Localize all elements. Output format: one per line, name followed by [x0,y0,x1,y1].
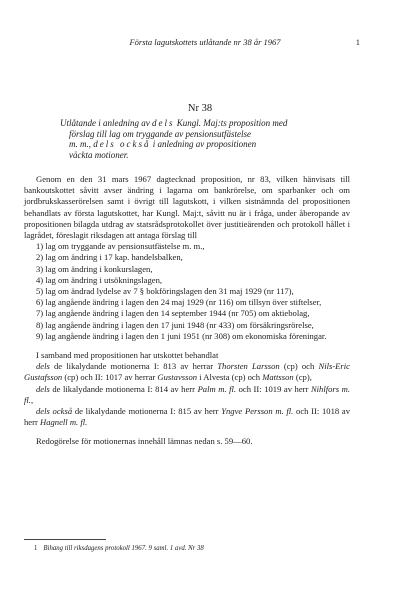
list-item: 5) lag om ändrad lydelse av 7 § bokföringslagen den 31 maj 1929 (nr 117), [36,286,294,297]
paragraph-motions-lead: I samband med propositionen har utskottet behandlat [36,350,219,361]
list-item: 3) lag om ändring i konkurslagen, [36,263,153,274]
footnote [34,544,354,553]
running-title: Första lagutskottets utlåtande nr 38 år 1967 [129,37,281,47]
list-item: 4) lag om ändring i utsökningslagen, [36,274,163,285]
paragraph-motion-3: dels också de likalydande motionerna I: 815 av herr Yngve Persson m. fl. och II: 1018 av herr Hagnell m. fl. [24,406,350,428]
subject-line-3: m. m., dels också i anledning av propositionen [69,139,257,150]
document-subject [60,118,350,161]
running-header [50,36,360,48]
paragraph-closing: Redogörelse för motionernas innehåll lämnas nedan s. 59—60. [36,436,253,447]
subject-line-2: förslag till lag om tryggande av pensionsutfästelse [69,128,251,139]
list-item: 8) lag angående ändring i lagen den 17 juni 1948 (nr 433) om försäkringsrörelse, [36,319,314,330]
subject-line-1: Utlåtande i anledning av dels Kungl. Maj:ts proposition med [60,118,288,128]
footnote-marker: 1 [34,545,38,552]
paragraph-proposition: Genom en den 31 mars 1967 dagtecknad proposition, nr 83, vilken hänvisats till bankoutskottet såvitt avser ändring i lagarna om bankrörelse, om sparbanker och om jordbrukskasserörelsen samt i övrigt till lagutskott, i vilken sistnämnda del propositionen behandlats av första lagutskottet, har Kungl. Maj:t, såvitt nu är i fråga, under åberopande av propositionen bilagda utdrag av statsrådsprotokollet över justitieärenden och protokoll hållet i lagrådet, föreslagit riksdagen att antaga förslag till [24,174,350,241]
subject-line-4: väckta motioner. [69,150,129,161]
document-body [24,174,350,448]
list-item: 2) lag om ändring i 17 kap. handelsbalken, [36,252,183,263]
list-item: 1) lag om tryggande av pensionsutfästelse m. m., [36,241,205,252]
footnote-divider [24,539,106,540]
page-number: 1 [355,37,360,47]
document-number: Nr 38 [187,103,213,114]
paragraph-motion-1: dels de likalydande motionerna I: 813 av herrar Thorsten Larsson (cp) och Nils-Eric Gustafsson (cp) och II: 1017 av herrar Gustavsson i Alvesta (cp) och Mattsson (cp), [24,361,350,383]
list-item: 7) lag angående ändring i lagen den 14 september 1944 (nr 705) om aktiebolag, [36,308,310,319]
footnote-text: Bihang till riksdagens protokoll 1967. 9 saml. 1 avd. Nr 38 [43,545,204,552]
list-item: 9) lag angående ändring i lagen den 1 juni 1951 (nr 308) om ekonomiska föreningar. [36,330,327,341]
paragraph-motion-2: dels de likalydande motionerna I: 814 av herr Palm m. fl. och II: 1019 av herr Nihlfors m. fl., [24,383,351,405]
list-item: 6) lag angående ändring i lagen den 24 maj 1929 (nr 116) om tillsyn över stiftelser, [36,297,322,308]
